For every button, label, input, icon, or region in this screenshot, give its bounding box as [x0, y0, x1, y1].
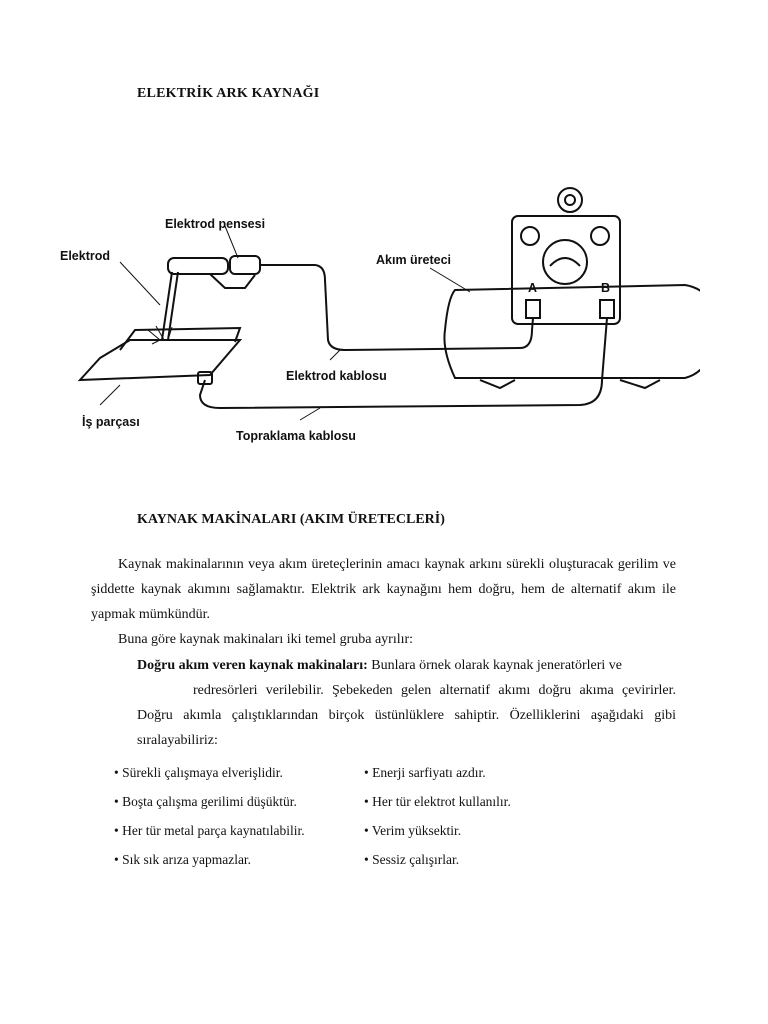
list-item: • Enerji sarfiyatı azdır. — [364, 765, 486, 780]
features-row — [114, 794, 674, 823]
features-row — [114, 823, 674, 852]
features-row — [114, 765, 674, 794]
arc-welding-diagram — [60, 180, 700, 460]
list-item: • Her tür elektrot kullanılır. — [364, 794, 511, 809]
dc-machines-lead: Doğru akım veren kaynak makinaları: — [137, 658, 368, 673]
document-title: ELEKTRİK ARK KAYNAĞI — [137, 86, 320, 101]
label-is-parcasi: İş parçası — [82, 415, 140, 429]
list-item: • Sürekli çalışmaya elverişlidir. — [114, 765, 283, 780]
label-elektrod-pensesi: Elektrod pensesi — [165, 217, 266, 231]
label-topraklama-kablosu: Topraklama kablosu — [236, 429, 356, 443]
ground-cable-line — [200, 318, 607, 408]
paragraph-purpose: Kaynak makinalarının veya akım üreteçlerinin amacı kaynak arkını sürekli oluşturacak gerilim ve şiddette kaynak akımını sağlamaktır. Elektrik ark kaynağını hem doğru, hem de alternatif akım ile yapmak mümkündür. — [91, 557, 676, 622]
paragraph-dc-machines — [137, 653, 676, 753]
list-item: • Her tür metal parça kaynatılabilir. — [114, 823, 305, 838]
label-terminal-b: B — [601, 281, 611, 295]
list-item: • Sessiz çalışırlar. — [364, 852, 460, 867]
label-terminal-a: A — [528, 281, 538, 295]
list-item: • Sık sık arıza yapmazlar. — [114, 852, 252, 867]
dc-machines-rest: redresörleri verilebilir. Şebekeden gelen alternatif akımı doğru akıma çevirirler. Doğru akımla çalıştıklarından birçok üstünlüklere sahiptir. Özelliklerini aşağıdaki gibi sıralayabiliriz: — [137, 683, 676, 748]
label-akim-ureteci: Akım üreteci — [376, 253, 452, 267]
generator-panel — [512, 216, 620, 324]
generator-body — [444, 285, 700, 378]
features-list — [114, 765, 674, 881]
list-item: • Boşta çalışma gerilimi düşüktür. — [114, 794, 297, 809]
dc-machines-line1: Bunlara örnek olarak kaynak jeneratörleri ve — [367, 658, 622, 673]
list-item: • Verim yüksektir. — [364, 823, 462, 838]
paragraph-groups: Buna göre kaynak makinaları iki temel gruba ayrılır: — [118, 632, 414, 647]
section-title: KAYNAK MAKİNALARI (AKIM ÜRETECLERİ) — [137, 512, 445, 527]
electrode-holder — [168, 258, 228, 274]
electrode-cable-line — [275, 265, 533, 350]
features-row — [114, 852, 674, 881]
label-elektrod-kablosu: Elektrod kablosu — [286, 369, 387, 383]
work-piece — [80, 340, 240, 380]
generator-dial — [543, 240, 587, 284]
label-elektrod: Elektrod — [60, 249, 111, 263]
